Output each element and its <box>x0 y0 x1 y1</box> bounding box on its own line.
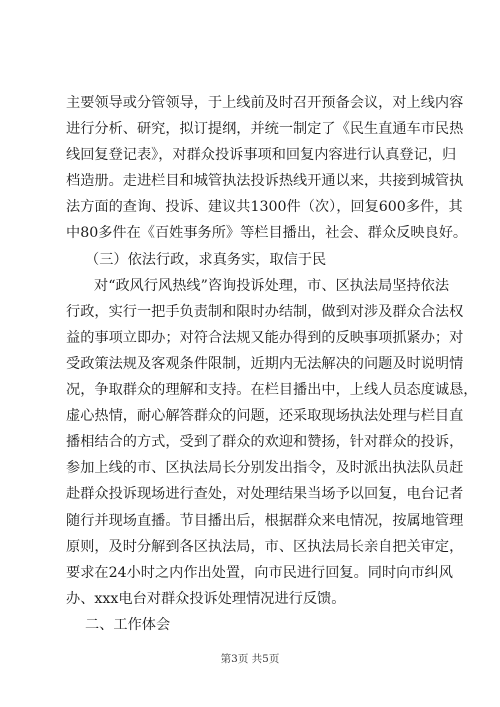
text-line: 档造册。走进栏目和城管执法投诉热线开通以来，共接到城管执 <box>66 173 464 190</box>
text-line: 受政策法规及客观条件限制，近期内无法解决的问题及时说明情 <box>66 355 464 372</box>
text-line: 参加上线的市、区执法局长分别发出指令，及时派出执法队员赶 <box>66 460 464 477</box>
text-line: 行政，实行一把手负责制和限时办结制，做到对涉及群众合法权 <box>66 303 464 320</box>
text-line: 主要领导或分管领导，于上线前及时召开预备会议，对上线内容 <box>66 95 464 111</box>
text-line: 要求在24小时之内作出处置，向市民进行回复。同时向市纠风 <box>66 564 453 581</box>
text-line: 随行并现场直播。节目播出后，根据群众来电情况，按属地管理 <box>66 512 464 529</box>
text-line: 对“政风行风热线”咨询投诉处理，市、区执法局坚持依法 <box>94 277 450 294</box>
section-heading: （三）依法行政，求真务实，取信于民 <box>85 251 327 268</box>
text-line: 益的事项立即办；对符合法规又能办得到的反映事项抓紧办；对 <box>66 329 464 346</box>
text-line: 播相结合的方式，受到了群众的欢迎和赞扬，针对群众的投诉， <box>66 434 464 451</box>
text-line: 赴群众投诉现场进行查处，对处理结果当场予以回复，电台记者 <box>66 486 464 503</box>
section-heading: 二、工作体会 <box>85 616 171 633</box>
text-line: 中80多件在《百姓事务所》等栏目播出，社会、群众反映良好。 <box>66 225 468 242</box>
text-line: 线回复登记表》，对群众投诉事项和回复内容进行认真登记，归 <box>66 147 457 164</box>
text-line: 进行分析、研究，拟订提纲，并统一制定了《民生直通车市民热 <box>66 121 464 138</box>
text-line: 办、xxx电台对群众投诉处理情况进行反馈。 <box>66 590 346 607</box>
text-line: 法方面的查询、投诉、建议共1300件（次），回复600多件，其 <box>66 199 463 216</box>
text-line: 原则，及时分解到各区执法局，市、区执法局长亲自把关审定， <box>66 538 464 555</box>
text-line: 况，争取群众的理解和支持。在栏目播出中，上线人员态度诚恳， <box>66 382 478 399</box>
page-number-footer: 第3页 共5页 <box>220 653 280 665</box>
text-line: 虚心热情，耐心解答群众的问题，还采取现场执法处理与栏目直 <box>66 408 464 425</box>
document-body <box>66 90 478 638</box>
